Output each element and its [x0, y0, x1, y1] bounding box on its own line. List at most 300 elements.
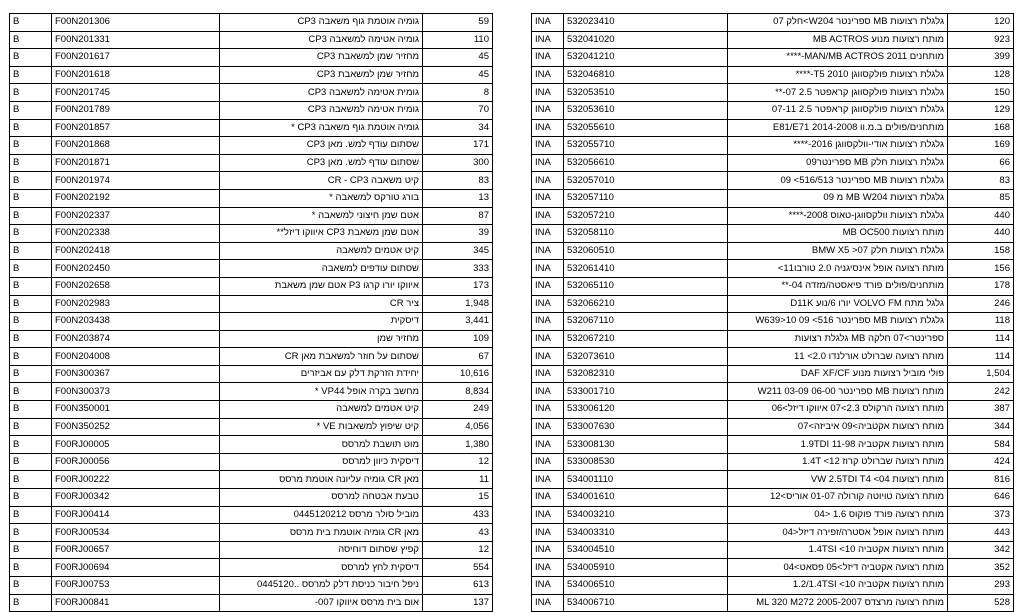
- description-cell: גלגל מתח VOLVO FM יורו 6/נוע D11K: [728, 295, 948, 313]
- brand-cell: B: [10, 418, 52, 436]
- part-code-cell: 534004510: [564, 541, 728, 559]
- quantity-cell: 15: [423, 489, 493, 507]
- brand-cell: B: [10, 489, 52, 507]
- part-code-cell: 532057010: [564, 172, 728, 190]
- table-row: [10, 49, 493, 67]
- part-code-cell: 532082310: [564, 365, 728, 383]
- quantity-cell: 67: [423, 348, 493, 366]
- part-code-cell: 533007630: [564, 418, 728, 436]
- part-code-cell: 532057110: [564, 189, 728, 207]
- description-cell: מותח רצועה שברולט קרוז 1.4T <12: [728, 453, 948, 471]
- description-cell: מותח רצועות MB OC500: [728, 225, 948, 243]
- description-cell: מותח רצועות אקטביה>09 איביזה>07: [728, 418, 948, 436]
- table-row: [10, 277, 493, 295]
- part-code-cell: F00RJ00753: [52, 577, 220, 595]
- part-code-cell: 533008130: [564, 436, 728, 454]
- description-cell: מוט תושבת למרסס: [220, 436, 423, 454]
- part-code-cell: 532055710: [564, 137, 728, 155]
- part-code-cell: 534003310: [564, 524, 728, 542]
- quantity-cell: 70: [423, 101, 493, 119]
- table-row: [10, 172, 493, 190]
- part-code-cell: F00N201306: [52, 14, 220, 32]
- quantity-cell: 87: [423, 207, 493, 225]
- brand-cell: B: [10, 524, 52, 542]
- right-parts-table: [531, 13, 1014, 612]
- quantity-cell: 45: [423, 66, 493, 84]
- left-parts-table: [9, 13, 493, 612]
- table-row: [10, 137, 493, 155]
- quantity-cell: 83: [948, 172, 1014, 190]
- part-code-cell: 534003210: [564, 506, 728, 524]
- description-cell: בורג טורקס למשאבה *: [220, 189, 423, 207]
- table-row: [10, 383, 493, 401]
- brand-cell: B: [10, 49, 52, 67]
- table-row: [10, 189, 493, 207]
- description-cell: ספרינטר>07 חלקה MB גלגלת רצועות: [728, 330, 948, 348]
- brand-cell: B: [10, 506, 52, 524]
- part-code-cell: F00N201857: [52, 119, 220, 137]
- part-code-cell: 532046810: [564, 66, 728, 84]
- table-row: [532, 365, 1014, 383]
- quantity-cell: 433: [423, 506, 493, 524]
- part-code-cell: F00RJ00694: [52, 559, 220, 577]
- table-row: [532, 506, 1014, 524]
- quantity-cell: 137: [423, 594, 493, 612]
- table-row: [532, 66, 1014, 84]
- table-row: [532, 277, 1014, 295]
- table-row: [532, 172, 1014, 190]
- description-cell: מאן CR גומיה עליונה אוטמת מרסס: [220, 471, 423, 489]
- part-code-cell: 532060510: [564, 242, 728, 260]
- description-cell: מותח רצועה פורד פוקוס 1.6 <04: [728, 506, 948, 524]
- part-code-cell: F00N202418: [52, 242, 220, 260]
- part-code-cell: F00RJ00342: [52, 489, 220, 507]
- quantity-cell: 584: [948, 436, 1014, 454]
- brand-cell: B: [10, 436, 52, 454]
- description-cell: שסתום עודפים למשאבה: [220, 260, 423, 278]
- table-row: [10, 524, 493, 542]
- quantity-cell: 120: [948, 14, 1014, 32]
- table-row: [532, 242, 1014, 260]
- part-code-cell: F00N202192: [52, 189, 220, 207]
- description-cell: מאן CR גומיה אוטמת בית מרסס: [220, 524, 423, 542]
- description-cell: שסתום על חוזר למשאבת מאן CR: [220, 348, 423, 366]
- quantity-cell: 11: [423, 471, 493, 489]
- part-code-cell: F00N202338: [52, 225, 220, 243]
- brand-cell: INA: [532, 189, 564, 207]
- quantity-cell: 45: [423, 49, 493, 67]
- quantity-cell: 13: [423, 189, 493, 207]
- description-cell: קפיץ שסתום דוחיסה: [220, 541, 423, 559]
- quantity-cell: 300: [423, 154, 493, 172]
- brand-cell: INA: [532, 383, 564, 401]
- quantity-cell: 440: [948, 207, 1014, 225]
- brand-cell: INA: [532, 418, 564, 436]
- brand-cell: INA: [532, 242, 564, 260]
- description-cell: מותח רצועה שברולט אורלנדו 2.0> 11: [728, 348, 948, 366]
- part-code-cell: F00N201789: [52, 101, 220, 119]
- quantity-cell: 342: [948, 541, 1014, 559]
- quantity-cell: 43: [423, 524, 493, 542]
- table-row: [532, 119, 1014, 137]
- quantity-cell: 114: [948, 348, 1014, 366]
- table-row: [10, 242, 493, 260]
- brand-cell: INA: [532, 577, 564, 595]
- part-code-cell: F00RJ00657: [52, 541, 220, 559]
- description-cell: מותחנים/פולים פורד פיאסטה/מזדה 04-**: [728, 277, 948, 295]
- brand-cell: B: [10, 260, 52, 278]
- quantity-cell: 59: [423, 14, 493, 32]
- part-code-cell: F00N203874: [52, 330, 220, 348]
- brand-cell: B: [10, 313, 52, 331]
- part-code-cell: F00N202450: [52, 260, 220, 278]
- brand-cell: INA: [532, 31, 564, 49]
- description-cell: גלגלת רצועות חלק MB ספרינטר09: [728, 154, 948, 172]
- brand-cell: INA: [532, 436, 564, 454]
- description-cell: גומיה אוטמת גוף משאבה CP3 *: [220, 119, 423, 137]
- brand-cell: B: [10, 277, 52, 295]
- part-code-cell: F00N350252: [52, 418, 220, 436]
- part-code-cell: F00N202983: [52, 295, 220, 313]
- brand-cell: B: [10, 365, 52, 383]
- part-code-cell: F00N201974: [52, 172, 220, 190]
- description-cell: ניפל חיבור כניסת דלק למרסס ..0445120: [220, 577, 423, 595]
- description-cell: מחזיר שמן למשאבת CP3: [220, 49, 423, 67]
- quantity-cell: 109: [423, 330, 493, 348]
- quantity-cell: 344: [948, 418, 1014, 436]
- description-cell: מחשב בקרה אופל VP44 *: [220, 383, 423, 401]
- quantity-cell: 168: [948, 119, 1014, 137]
- brand-cell: B: [10, 383, 52, 401]
- right-table-body: [532, 14, 1014, 612]
- brand-cell: INA: [532, 594, 564, 612]
- part-code-cell: F00RJ00005: [52, 436, 220, 454]
- table-row: [532, 577, 1014, 595]
- part-code-cell: 532061410: [564, 260, 728, 278]
- brand-cell: B: [10, 189, 52, 207]
- brand-cell: INA: [532, 489, 564, 507]
- part-code-cell: 532066210: [564, 295, 728, 313]
- brand-cell: INA: [532, 524, 564, 542]
- table-row: [10, 436, 493, 454]
- description-cell: מותח רצועה טויוטה קורולה 01-07 אוריס>12: [728, 489, 948, 507]
- description-cell: דיסקית: [220, 313, 423, 331]
- description-cell: מותח רצועות מנוע MB ACTROS: [728, 31, 948, 49]
- part-code-cell: 532023410: [564, 14, 728, 32]
- quantity-cell: 333: [423, 260, 493, 278]
- table-row: [532, 14, 1014, 32]
- table-row: [532, 471, 1014, 489]
- quantity-cell: 39: [423, 225, 493, 243]
- quantity-cell: 816: [948, 471, 1014, 489]
- description-cell: ציר CR: [220, 295, 423, 313]
- table-row: [10, 418, 493, 436]
- table-row: [10, 207, 493, 225]
- brand-cell: B: [10, 559, 52, 577]
- table-row: [532, 436, 1014, 454]
- description-cell: מחזיר שמן למשאבת CP3: [220, 66, 423, 84]
- description-cell: קיט שיפוץ למשאבות VE *: [220, 418, 423, 436]
- part-code-cell: F00N201745: [52, 84, 220, 102]
- brand-cell: INA: [532, 471, 564, 489]
- quantity-cell: 118: [948, 313, 1014, 331]
- part-code-cell: F00N201617: [52, 49, 220, 67]
- part-code-cell: F00N202658: [52, 277, 220, 295]
- part-code-cell: F00N201868: [52, 137, 220, 155]
- quantity-cell: 12: [423, 541, 493, 559]
- brand-cell: INA: [532, 260, 564, 278]
- table-row: [10, 31, 493, 49]
- brand-cell: INA: [532, 348, 564, 366]
- table-row: [532, 524, 1014, 542]
- quantity-cell: 110: [423, 31, 493, 49]
- left-table-body: [10, 14, 493, 612]
- brand-cell: INA: [532, 225, 564, 243]
- brand-cell: INA: [532, 330, 564, 348]
- brand-cell: INA: [532, 84, 564, 102]
- brand-cell: B: [10, 84, 52, 102]
- quantity-cell: 1,380: [423, 436, 493, 454]
- description-cell: מותח רצועה אקטביה דיזל>05 פסאט>04: [728, 559, 948, 577]
- part-code-cell: F00N201871: [52, 154, 220, 172]
- brand-cell: INA: [532, 207, 564, 225]
- quantity-cell: 12: [423, 453, 493, 471]
- brand-cell: B: [10, 295, 52, 313]
- part-code-cell: F00N202337: [52, 207, 220, 225]
- quantity-cell: 129: [948, 101, 1014, 119]
- quantity-cell: 246: [948, 295, 1014, 313]
- brand-cell: B: [10, 594, 52, 612]
- brand-cell: INA: [532, 49, 564, 67]
- quantity-cell: 158: [948, 242, 1014, 260]
- brand-cell: B: [10, 225, 52, 243]
- part-code-cell: 532041210: [564, 49, 728, 67]
- table-row: [532, 348, 1014, 366]
- table-row: [532, 313, 1014, 331]
- description-cell: גומית אטימה למשאבה CP3: [220, 101, 423, 119]
- brand-cell: B: [10, 31, 52, 49]
- part-code-cell: 532073610: [564, 348, 728, 366]
- brand-cell: B: [10, 401, 52, 419]
- quantity-cell: 150: [948, 84, 1014, 102]
- quantity-cell: 613: [423, 577, 493, 595]
- brand-cell: INA: [532, 401, 564, 419]
- brand-cell: B: [10, 541, 52, 559]
- brand-cell: B: [10, 577, 52, 595]
- table-row: [10, 506, 493, 524]
- quantity-cell: 8: [423, 84, 493, 102]
- description-cell: גלגלת רצועות וולקסווגן-טאוס 2008-****: [728, 207, 948, 225]
- part-code-cell: 533001710: [564, 383, 728, 401]
- brand-cell: B: [10, 207, 52, 225]
- table-row: [10, 401, 493, 419]
- table-row: [10, 489, 493, 507]
- description-cell: שסתום עודף למש. מאן CP3: [220, 137, 423, 155]
- brand-cell: INA: [532, 154, 564, 172]
- table-row: [10, 559, 493, 577]
- quantity-cell: 173: [423, 277, 493, 295]
- quantity-cell: 85: [948, 189, 1014, 207]
- description-cell: מותח רצועות אקטביה 1.4TSI <10: [728, 541, 948, 559]
- quantity-cell: 554: [423, 559, 493, 577]
- quantity-cell: 352: [948, 559, 1014, 577]
- part-code-cell: 532053510: [564, 84, 728, 102]
- description-cell: אום בית מרסס איווקו 007-: [220, 594, 423, 612]
- table-row: [532, 207, 1014, 225]
- quantity-cell: 345: [423, 242, 493, 260]
- description-cell: מותחנים MAN/MB ACTROS 2011-****: [728, 49, 948, 67]
- quantity-cell: 249: [423, 401, 493, 419]
- brand-cell: B: [10, 66, 52, 84]
- brand-cell: INA: [532, 506, 564, 524]
- part-code-cell: 532057210: [564, 207, 728, 225]
- part-code-cell: F00N201618: [52, 66, 220, 84]
- table-row: [532, 489, 1014, 507]
- brand-cell: INA: [532, 313, 564, 331]
- part-code-cell: 532056610: [564, 154, 728, 172]
- table-row: [10, 295, 493, 313]
- table-row: [10, 225, 493, 243]
- table-row: [10, 577, 493, 595]
- brand-cell: B: [10, 101, 52, 119]
- table-row: [10, 453, 493, 471]
- brand-cell: INA: [532, 119, 564, 137]
- quantity-cell: 171: [423, 137, 493, 155]
- quantity-cell: 128: [948, 66, 1014, 84]
- part-code-cell: 532055610: [564, 119, 728, 137]
- brand-cell: INA: [532, 172, 564, 190]
- description-cell: גלגלת רצועות אודי-וולקסווגן 2016-****: [728, 137, 948, 155]
- part-code-cell: 532041020: [564, 31, 728, 49]
- quantity-cell: 156: [948, 260, 1014, 278]
- table-row: [10, 66, 493, 84]
- brand-cell: INA: [532, 453, 564, 471]
- description-cell: טבעת אבטחה למרסס: [220, 489, 423, 507]
- brand-cell: B: [10, 242, 52, 260]
- description-cell: גלגלת רצועות פולקסווגן T5 2010-****: [728, 66, 948, 84]
- description-cell: מותח רצועה אופל אסטרה/זפירה דיזל<04: [728, 524, 948, 542]
- part-code-cell: F00RJ00056: [52, 453, 220, 471]
- description-cell: יחידת הזרקת דלק עם אביזרים: [220, 365, 423, 383]
- brand-cell: INA: [532, 295, 564, 313]
- description-cell: גומיה אוטמת גוף משאבה CP3: [220, 14, 423, 32]
- description-cell: מותח רצועה מרצדס ML 320 M272 2005-2007: [728, 594, 948, 612]
- table-row: [532, 260, 1014, 278]
- part-code-cell: F00RJ00222: [52, 471, 220, 489]
- brand-cell: INA: [532, 365, 564, 383]
- table-row: [532, 84, 1014, 102]
- part-code-cell: F00RJ00414: [52, 506, 220, 524]
- brand-cell: INA: [532, 66, 564, 84]
- brand-cell: B: [10, 348, 52, 366]
- brand-cell: B: [10, 172, 52, 190]
- description-cell: דיסקית כיוון למרסס: [220, 453, 423, 471]
- table-row: [10, 313, 493, 331]
- description-cell: מותח רצועה הרקולס 2.3>07 איווקו דיזל>06: [728, 401, 948, 419]
- table-row: [532, 401, 1014, 419]
- table-row: [10, 260, 493, 278]
- description-cell: מותחנים/פולים ב.מ.וו E81/E71 2014-2008: [728, 119, 948, 137]
- brand-cell: INA: [532, 559, 564, 577]
- description-cell: גלגלת רצועות פולקסווגן קראפטר 2.5 07-**: [728, 84, 948, 102]
- part-code-cell: 532067210: [564, 330, 728, 348]
- brand-cell: INA: [532, 541, 564, 559]
- quantity-cell: 114: [948, 330, 1014, 348]
- table-row: [532, 541, 1014, 559]
- table-row: [10, 348, 493, 366]
- brand-cell: B: [10, 154, 52, 172]
- table-row: [532, 101, 1014, 119]
- brand-cell: B: [10, 330, 52, 348]
- description-cell: אטם שמן חיצוני למשאבה *: [220, 207, 423, 225]
- description-cell: קיט אטמים למשאבה: [220, 242, 423, 260]
- brand-cell: B: [10, 137, 52, 155]
- table-row: [532, 137, 1014, 155]
- description-cell: מותח רצועות MB ספרינטר 06-00 W211 03-09: [728, 383, 948, 401]
- table-row: [532, 189, 1014, 207]
- description-cell: גלגלת רצועות פולקסווגן קראפטר 2.5 07-11: [728, 101, 948, 119]
- description-cell: גלגלת רצועות חלק BMW X5 >07: [728, 242, 948, 260]
- quantity-cell: 293: [948, 577, 1014, 595]
- table-row: [10, 541, 493, 559]
- part-code-cell: 532065110: [564, 277, 728, 295]
- brand-cell: INA: [532, 277, 564, 295]
- brand-cell: B: [10, 471, 52, 489]
- quantity-cell: 399: [948, 49, 1014, 67]
- description-cell: אטם שמן משאבת CP3 איווקו דיזל**: [220, 225, 423, 243]
- description-cell: מותח רצועות VW 2.5TDI T4 <04: [728, 471, 948, 489]
- description-cell: מוביל סולר מרסס 0445120212: [220, 506, 423, 524]
- quantity-cell: 178: [948, 277, 1014, 295]
- table-row: [532, 49, 1014, 67]
- quantity-cell: 646: [948, 489, 1014, 507]
- quantity-cell: 424: [948, 453, 1014, 471]
- table-row: [10, 154, 493, 172]
- table-row: [532, 559, 1014, 577]
- part-code-cell: F00N300373: [52, 383, 220, 401]
- description-cell: מותח רצועות אקטביה 1.2/1.4TSI <10: [728, 577, 948, 595]
- quantity-cell: 923: [948, 31, 1014, 49]
- description-cell: גומית אטימה למשאבה CP3: [220, 84, 423, 102]
- table-row: [532, 31, 1014, 49]
- part-code-cell: 533008530: [564, 453, 728, 471]
- part-code-cell: 534006510: [564, 577, 728, 595]
- table-row: [532, 418, 1014, 436]
- part-code-cell: F00N204008: [52, 348, 220, 366]
- description-cell: איווקו יורו קרגו P3 אטם שמן משאבת: [220, 277, 423, 295]
- description-cell: דיסקית לחץ למרסס: [220, 559, 423, 577]
- quantity-cell: 169: [948, 137, 1014, 155]
- description-cell: קיט משאבה CR - CP3: [220, 172, 423, 190]
- table-row: [532, 383, 1014, 401]
- table-row: [10, 14, 493, 32]
- description-cell: גלגלת רצועות MB W204 מ 09: [728, 189, 948, 207]
- table-row: [532, 295, 1014, 313]
- table-row: [532, 453, 1014, 471]
- quantity-cell: 10,616: [423, 365, 493, 383]
- part-code-cell: F00RJ00534: [52, 524, 220, 542]
- part-code-cell: 534001610: [564, 489, 728, 507]
- description-cell: גומיה אטימה למשאבה CP3: [220, 31, 423, 49]
- table-row: [10, 119, 493, 137]
- table-row: [10, 84, 493, 102]
- table-row: [10, 471, 493, 489]
- quantity-cell: 440: [948, 225, 1014, 243]
- part-code-cell: 533006120: [564, 401, 728, 419]
- quantity-cell: 443: [948, 524, 1014, 542]
- part-code-cell: 532067110: [564, 313, 728, 331]
- brand-cell: INA: [532, 137, 564, 155]
